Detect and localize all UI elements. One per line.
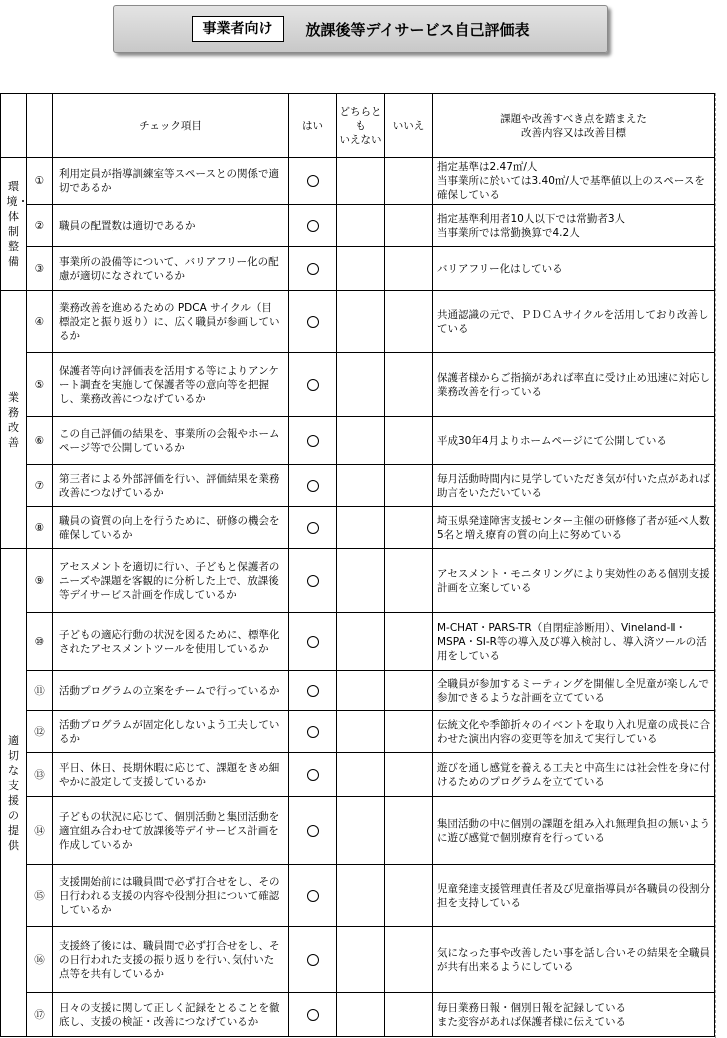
row-number: ⑮ [27,865,53,927]
yes-cell [289,247,337,291]
no-cell [385,417,433,465]
header-blank-section [1,94,27,158]
no-cell [385,247,433,291]
check-item-text: 活動プログラムの立案をチームで行っているか [53,671,289,711]
check-item-text: 子どもの適応行動の状況を図るために、標準化されたアセスメントツールを使用しているか [53,613,289,671]
row-number: ⑤ [27,353,53,417]
neither-cell [337,158,385,205]
circle-mark-icon [307,575,319,587]
row-number: ⑫ [27,711,53,753]
circle-mark-icon [307,726,319,738]
table-row [1,353,715,417]
check-item-text: 支援開始前には職員間で必ず打合せをし、その日行われる支援の内容や役割分担について確認しているか [53,865,289,927]
check-item-text: 子どもの状況に応じて、個別活動と集団活動を適宜組み合わせて放課後等デイサービス計画を作成しているか [53,797,289,865]
row-number: ⑧ [27,507,53,549]
table-row [1,507,715,549]
table-row [1,797,715,865]
row-number: ④ [27,291,53,353]
section-label-cell [1,291,27,549]
header-row [1,94,715,158]
yes-cell [289,549,337,613]
improvement-comment: 共通認識の元で、ＰＤＣＡサイクルを活用しており改善している [433,291,715,353]
circle-mark-icon [307,954,319,966]
table-row [1,865,715,927]
check-item-text: 事業所の設備等について、バリアフリー化の配慮が適切になされているか [53,247,289,291]
yes-cell [289,711,337,753]
table-row [1,711,715,753]
yes-cell [289,507,337,549]
circle-mark-icon [307,825,319,837]
evaluation-table [0,93,715,1037]
no-cell [385,797,433,865]
check-item-text: 第三者による外部評価を行い、評価結果を業務改善につなげているか [53,465,289,507]
yes-cell [289,753,337,797]
yes-cell [289,291,337,353]
circle-mark-icon [307,890,319,902]
circle-mark-icon [307,435,319,447]
improvement-comment: M-CHAT・PARS-TR（自閉症診断用）、Vineland-Ⅱ・MSPA・SI-R等の導入及び導入検討し、導入済ツールの活用をしている [433,613,715,671]
no-cell [385,671,433,711]
yes-cell [289,205,337,247]
improvement-comment: 保護者様からご指摘があれば率直に受け止め迅速に対応し業務改善を行っている [433,353,715,417]
table-row [1,247,715,291]
yes-cell [289,465,337,507]
improvement-comment: 気になった事や改善したい事を話し合いその結果を全職員が共有出来るようにしている [433,927,715,993]
table-row [1,613,715,671]
improvement-comment: バリアフリー化はしている [433,247,715,291]
neither-cell [337,507,385,549]
circle-mark-icon [307,685,319,697]
no-cell [385,465,433,507]
neither-cell [337,417,385,465]
yes-cell [289,353,337,417]
neither-cell [337,465,385,507]
table-row [1,753,715,797]
no-cell [385,993,433,1037]
no-cell [385,291,433,353]
neither-cell [337,865,385,927]
yes-cell [289,158,337,205]
improvement-comment: アセスメント・モニタリングにより実効性のある個別支援計画を立案している [433,549,715,613]
section-label-cell [1,158,27,291]
table-row [1,465,715,507]
circle-mark-icon [307,522,319,534]
improvement-comment: 児童発達支援管理責任者及び児童指導員が各職員の役割分担を支持している [433,865,715,927]
yes-cell [289,797,337,865]
check-item-text: 職員の資質の向上を行うために、研修の機会を確保しているか [53,507,289,549]
neither-cell [337,549,385,613]
table-row [1,291,715,353]
neither-cell [337,711,385,753]
circle-mark-icon [307,175,319,187]
improvement-comment: 全職員が参加するミーティングを開催し全児童が楽しんで参加できるような計画を立てている [433,671,715,711]
no-cell [385,865,433,927]
improvement-comment: 指定基準利用者10人以下では常勤者3人 当事業所では常勤換算で4.2人 [433,205,715,247]
yes-cell [289,993,337,1037]
improvement-comment: 埼玉県発達障害支援センター主催の研修修了者が延べ人数5名と増え療育の質の向上に努めている [433,507,715,549]
no-cell [385,507,433,549]
table-row [1,671,715,711]
neither-cell [337,993,385,1037]
circle-mark-icon [307,636,319,648]
check-item-text: 保護者等向け評価表を活用する等によりアンケート調査を実施して保護者等の意向等を把握し、業務改善につなげているか [53,353,289,417]
yes-cell [289,671,337,711]
no-cell [385,158,433,205]
yes-cell [289,927,337,993]
header-no: いいえ [385,94,433,158]
neither-cell [337,753,385,797]
neither-cell [337,291,385,353]
neither-cell [337,613,385,671]
check-item-text: 利用定員が指導訓練室等スペースとの関係で適切であるか [53,158,289,205]
circle-mark-icon [307,316,319,328]
neither-cell [337,353,385,417]
circle-mark-icon [307,1009,319,1021]
row-number: ⑰ [27,993,53,1037]
check-item-text: 業務改善を進めるための PDCA サイクル（目標設定と振り返り）に、広く職員が参画しているか [53,291,289,353]
table-row [1,549,715,613]
table-row [1,993,715,1037]
table-row [1,417,715,465]
header-neither: どちらとも いえない [337,94,385,158]
header-blank-number [27,94,53,158]
check-item-text: 平日、休日、長期休暇に応じて、課題をきめ細やかに設定して支援しているか [53,753,289,797]
table-row [1,205,715,247]
no-cell [385,927,433,993]
improvement-comment: 毎月活動時間内に見学していただき気が付いた点があれば助言をいただいている [433,465,715,507]
check-item-text: この自己評価の結果を、事業所の会報やホームページ等で公開しているか [53,417,289,465]
circle-mark-icon [307,769,319,781]
neither-cell [337,927,385,993]
neither-cell [337,205,385,247]
check-item-text: 日々の支援に関して正しく記録をとることを徹底し、支援の検証・改善につなげているか [53,993,289,1037]
check-item-text: アセスメントを適切に行い、子どもと保護者のニーズや課題を客観的に分析した上で、放課後等デイサービス計画を作成しているか [53,549,289,613]
yes-cell [289,417,337,465]
no-cell [385,205,433,247]
circle-mark-icon [307,263,319,275]
circle-mark-icon [307,220,319,232]
improvement-comment: 伝統文化や季節折々のイベントを取り入れ児童の成長に合わせた演出内容の変更等を加えて実行している [433,711,715,753]
section-label-cell [1,549,27,1037]
yes-cell [289,865,337,927]
header-yes: はい [289,94,337,158]
row-number: ⑪ [27,671,53,711]
title-banner [113,5,608,53]
check-item-text: 活動プログラムが固定化しないよう工夫しているか [53,711,289,753]
improvement-comment: 遊びを通し感覚を養える工夫と中高生には社会性を身に付けるためのプログラムを立てている [433,753,715,797]
row-number: ⑩ [27,613,53,671]
section-label: 環境・体制整備 [6,180,29,268]
row-number: ⑯ [27,927,53,993]
row-number: ① [27,158,53,205]
section-label: 業務改善 [8,390,19,449]
improvement-comment: 集団活動の中に個別の課題を組み入れ無理負担の無いように遊び感覚で個別療育を行っている [433,797,715,865]
target-badge: 事業者向け [192,16,284,42]
neither-cell [337,671,385,711]
neither-cell [337,797,385,865]
header-improvement: 課題や改善すべき点を踏まえた 改善内容又は改善目標 [433,94,715,158]
no-cell [385,613,433,671]
row-number: ⑥ [27,417,53,465]
no-cell [385,353,433,417]
header-check-item: チェック項目 [53,94,289,158]
neither-cell [337,247,385,291]
check-item-text: 職員の配置数は適切であるか [53,205,289,247]
improvement-comment: 平成30年4月よりホームページにて公開している [433,417,715,465]
circle-mark-icon [307,379,319,391]
check-item-text: 支援終了後には、職員間で必ず打合せをし、その日行われた支援の振り返りを行い､気付いた点等を共有しているか [53,927,289,993]
row-number: ② [27,205,53,247]
improvement-comment: 指定基準は2.47㎡/人 当事業所に於いては3.40㎡/人で基準値以上のスペースを確保している [433,158,715,205]
row-number: ⑨ [27,549,53,613]
no-cell [385,549,433,613]
circle-mark-icon [307,480,319,492]
table-row [1,158,715,205]
section-label: 適切な支援の提供 [8,733,19,852]
improvement-comment: 毎日業務日報・個別日報を記録している また変容があれば保護者様に伝えている [433,993,715,1037]
row-number: ⑬ [27,753,53,797]
no-cell [385,753,433,797]
page-title: 放課後等デイサービス自己評価表 [305,20,530,39]
table-row [1,927,715,993]
row-number: ⑦ [27,465,53,507]
yes-cell [289,613,337,671]
row-number: ③ [27,247,53,291]
row-number: ⑭ [27,797,53,865]
no-cell [385,711,433,753]
